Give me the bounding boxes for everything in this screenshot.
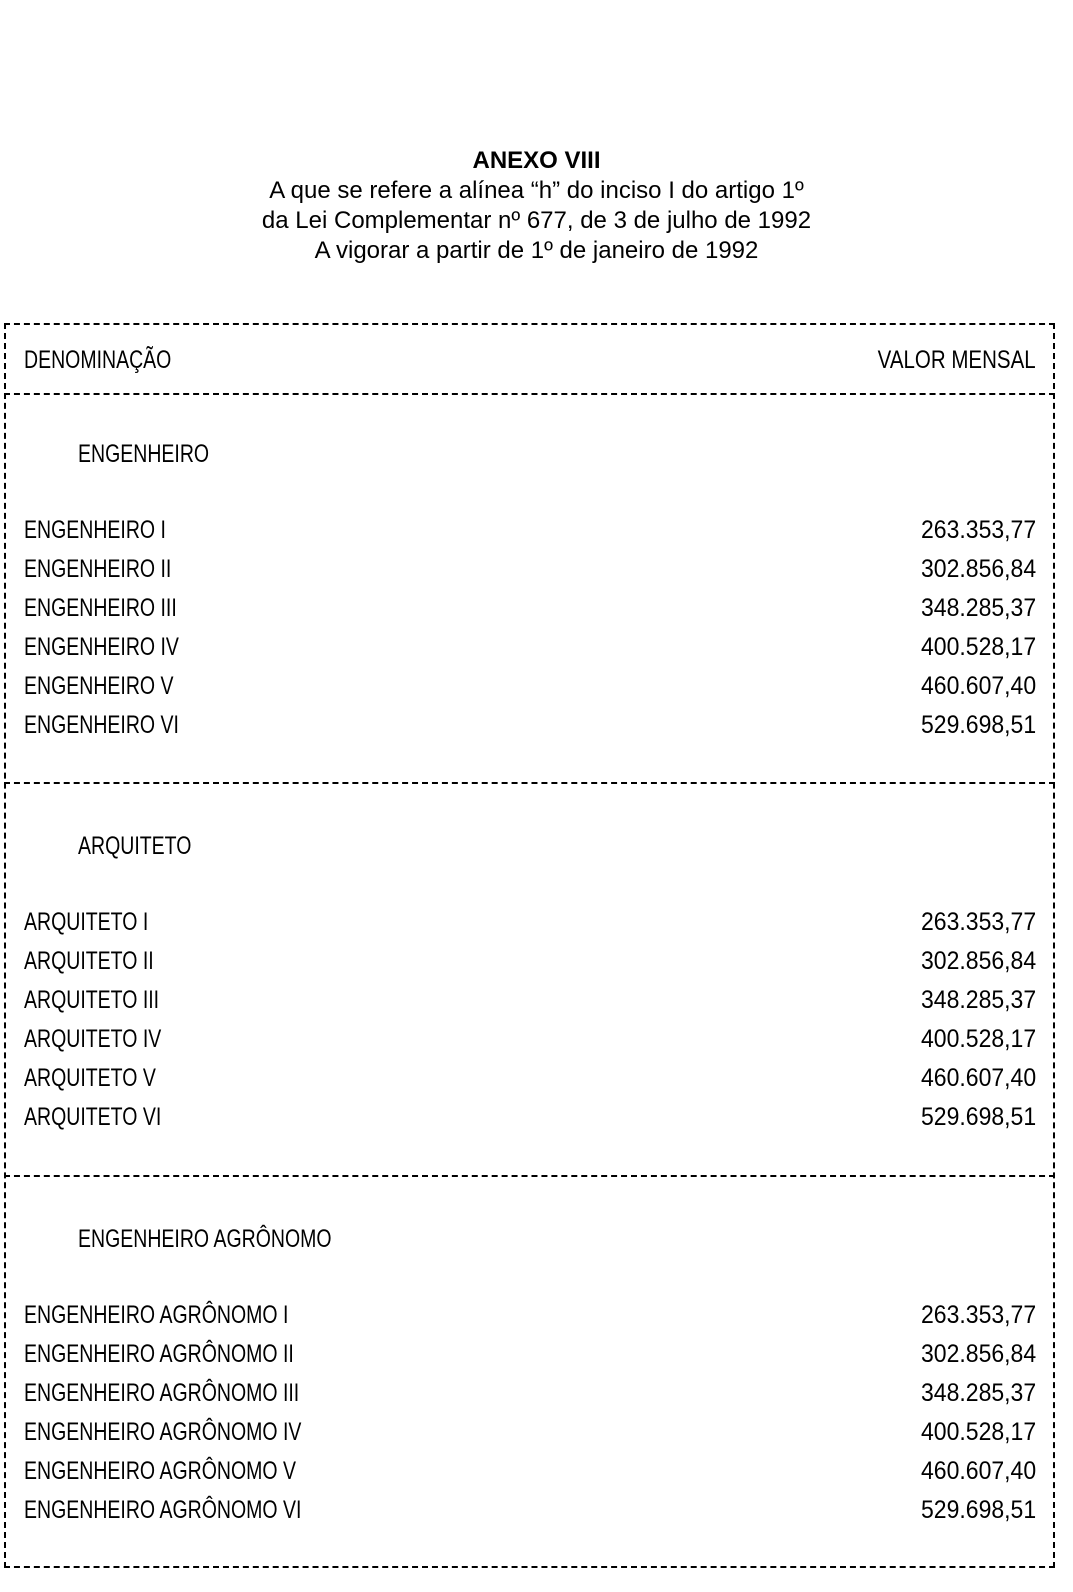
row-value: 400.528,17 xyxy=(920,1418,1036,1446)
row-value: 400.528,17 xyxy=(920,1025,1036,1053)
row-name: ENGENHEIRO AGRÔNOMO II xyxy=(24,1340,294,1368)
header-line-2: da Lei Complementar nº 677, de 3 de julho de 1992 xyxy=(261,207,812,234)
table-row xyxy=(24,943,1036,979)
row-value: 302.856,84 xyxy=(920,1340,1036,1368)
row-value: 348.285,37 xyxy=(920,1379,1036,1407)
row-value: 460.607,40 xyxy=(920,1457,1036,1485)
row-name: ENGENHEIRO AGRÔNOMO I xyxy=(24,1301,289,1329)
row-name: ENGENHEIRO II xyxy=(24,555,172,583)
table-row xyxy=(24,1375,1036,1411)
row-name: ENGENHEIRO AGRÔNOMO VI xyxy=(24,1496,302,1524)
row-value: 263.353,77 xyxy=(920,516,1036,544)
table-row xyxy=(24,1414,1036,1450)
table-row xyxy=(24,668,1036,704)
row-value: 348.285,37 xyxy=(920,594,1036,622)
table-row xyxy=(24,1297,1036,1333)
row-value: 460.607,40 xyxy=(920,672,1036,700)
table-row xyxy=(24,1060,1036,1096)
annex-title: ANEXO VIII xyxy=(472,147,601,174)
table-row xyxy=(24,512,1036,548)
table-row xyxy=(24,1099,1036,1135)
row-name: ENGENHEIRO AGRÔNOMO IV xyxy=(24,1418,302,1446)
table-top-rule xyxy=(4,323,1055,325)
column-header-value: VALOR MENSAL xyxy=(878,346,1036,374)
group-divider xyxy=(4,1175,1055,1177)
row-name: ENGENHEIRO V xyxy=(24,672,174,700)
row-value: 348.285,37 xyxy=(920,986,1036,1014)
row-value: 529.698,51 xyxy=(920,1496,1036,1524)
row-name: ARQUITETO III xyxy=(24,986,160,1014)
group-divider xyxy=(4,782,1055,784)
table-row xyxy=(24,1336,1036,1372)
row-name: ARQUITETO I xyxy=(24,908,149,936)
document-header xyxy=(0,146,1073,266)
row-name: ENGENHEIRO IV xyxy=(24,633,179,661)
row-name: ENGENHEIRO AGRÔNOMO III xyxy=(24,1379,300,1407)
row-value: 529.698,51 xyxy=(920,1103,1036,1131)
row-name: ARQUITETO II xyxy=(24,947,154,975)
row-value: 263.353,77 xyxy=(920,1301,1036,1329)
row-name: ENGENHEIRO III xyxy=(24,594,177,622)
row-name: ARQUITETO V xyxy=(24,1064,156,1092)
row-value: 263.353,77 xyxy=(920,908,1036,936)
row-value: 400.528,17 xyxy=(920,633,1036,661)
table-row xyxy=(24,590,1036,626)
row-name: ENGENHEIRO AGRÔNOMO V xyxy=(24,1457,296,1485)
row-value: 460.607,40 xyxy=(920,1064,1036,1092)
row-value: 302.856,84 xyxy=(920,555,1036,583)
table-row xyxy=(24,551,1036,587)
table-row xyxy=(24,1492,1036,1528)
row-name: ARQUITETO IV xyxy=(24,1025,162,1053)
row-name: ENGENHEIRO VI xyxy=(24,711,179,739)
table-row xyxy=(24,904,1036,940)
group-title: ARQUITETO xyxy=(78,832,192,860)
table-row xyxy=(24,982,1036,1018)
group-title: ENGENHEIRO xyxy=(78,440,210,468)
group-title: ENGENHEIRO AGRÔNOMO xyxy=(78,1225,332,1253)
table-row xyxy=(24,1021,1036,1057)
table-row xyxy=(24,1453,1036,1489)
table-header-rule xyxy=(4,393,1055,395)
table-row xyxy=(24,707,1036,743)
row-name: ARQUITETO VI xyxy=(24,1103,162,1131)
row-name: ENGENHEIRO I xyxy=(24,516,166,544)
column-header-name: DENOMINAÇÃO xyxy=(24,346,172,374)
table-bottom-rule xyxy=(4,1566,1055,1568)
header-line-3: A vigorar a partir de 1º de janeiro de 1992 xyxy=(314,237,759,264)
header-line-1: A que se refere a alínea “h” do inciso I do artigo 1º xyxy=(269,177,804,204)
row-value: 302.856,84 xyxy=(920,947,1036,975)
table-row xyxy=(24,629,1036,665)
row-value: 529.698,51 xyxy=(920,711,1036,739)
